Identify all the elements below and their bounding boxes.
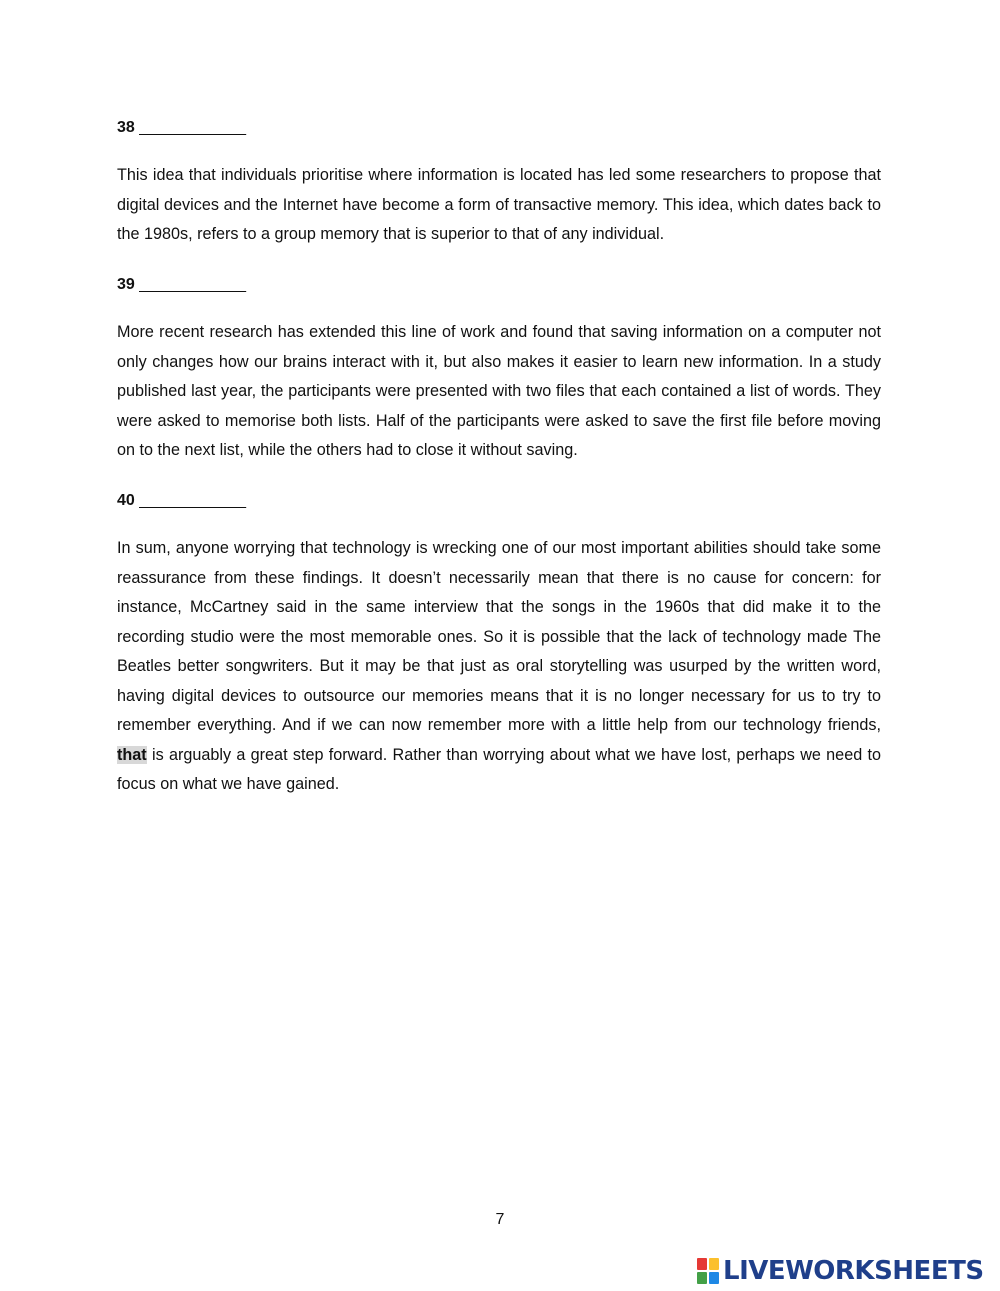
question-number: 39: [117, 276, 135, 293]
answer-blank-39[interactable]: ____________: [139, 276, 247, 293]
question-number: 38: [117, 119, 135, 136]
page-number: 7: [495, 1211, 505, 1228]
paragraph-recent-research: More recent research has extended this line of work and found that saving information on a computer not only changes how our brains interact with it, but also makes it easier to learn new information. In a study published last year, the participants were presented with two files that each contained a list of words. They were asked to memorise both lists. Half of the participants were asked to save the first file before moving on to the next list, while the others had to close it without saving.: [117, 323, 881, 459]
question-40-label: [117, 491, 246, 511]
paragraph-text: is arguably a great step forward. Rather than worrying about what we have lost, perhaps we need to focus on what we have gained.: [117, 745, 881, 793]
logo-text: LIVEWORKSHEETS: [723, 1256, 984, 1286]
paragraph-transactive-memory: This idea that individuals prioritise where information is located has led some researchers to propose that digital devices and the Internet have become a form of transactive memory. This idea, which dates back to the 1980s, refers to a group memory that is superior to that of any individual.: [117, 166, 881, 243]
liveworksheets-logo: [697, 1254, 984, 1288]
question-38-label: [117, 118, 246, 138]
question-39-label: [117, 275, 246, 295]
paragraph-text: In sum, anyone worrying that technology is wrecking one of our most important abilities should take some reassurance from these findings. It doesn’t necessarily mean that there is no cause for concern: for instance, McCartney said in the same interview that the songs in the 1960s that did make it to the recording studio were the most memorable ones. So it is possible that the lack of technology made The Beatles better songwriters. But it may be that just as oral storytelling was usurped by the written word, having digital devices to outsource our memories means that it is no longer necessary for us to try to remember everything. And if we can now remember more with a little help from our technology friends,: [117, 539, 881, 734]
answer-blank-38[interactable]: ____________: [139, 119, 247, 136]
logo-cube-icon: [697, 1258, 719, 1284]
highlighted-word: that: [117, 745, 147, 764]
question-number: 40: [117, 492, 135, 509]
paragraph-in-sum: [117, 534, 881, 800]
answer-blank-40[interactable]: ____________: [139, 492, 247, 509]
